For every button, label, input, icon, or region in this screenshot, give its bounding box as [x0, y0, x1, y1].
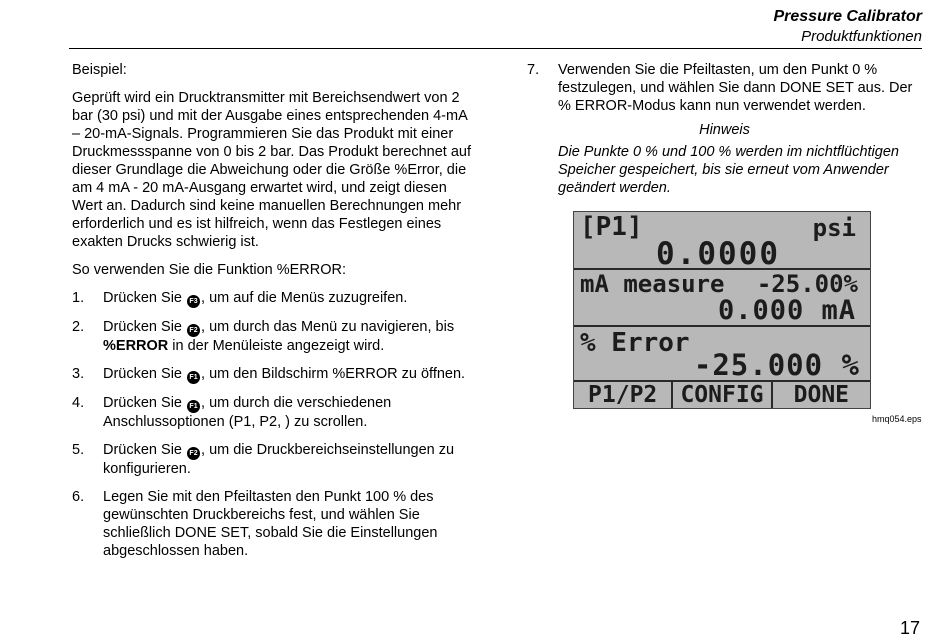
step-number: 7. — [527, 62, 540, 78]
step-text: Verwenden Sie die Pfeiltasten, um den Punkt 0 % festzulegen, und wählen Sie dann DONE SET aus. Der % ERROR-Modus kann nun verwendet werden. — [558, 62, 913, 114]
step-item — [72, 365, 472, 384]
step-number: 3. — [72, 366, 85, 382]
step-pre: Drücken Sie — [103, 442, 182, 458]
step-post2: in der Menüleiste angezeigt wird. — [172, 338, 385, 354]
step-item — [72, 441, 472, 478]
lcd-error-value: -25.000 % — [693, 348, 860, 382]
lcd-unit: psi — [812, 214, 856, 242]
f1-key-icon: F1 — [187, 371, 200, 384]
note-text: Die Punkte 0 % und 100 % werden im nichtflüchtigen Speicher gespeichert, bis sie erneut vom Anwender geändert werden. — [558, 144, 899, 196]
step-number: 6. — [72, 489, 85, 505]
lcd-row-error — [574, 326, 870, 382]
header-title: Pressure Calibrator — [773, 8, 922, 25]
example-paragraph: Geprüft wird ein Drucktransmitter mit Bereichsendwert von 2 bar (30 psi) und mit der Ausgabe eines entsprechenden 4-mA – 20-mA-Signals. Programmieren Sie das Produkt mit einer Druckmessspanne von 0 bis 2 bar. Das Produkt berechnet auf dieser Grundlage die Abweichung oder die Größe %Error, die am 4 mA - 20 mA-Ausgang erwartet wird, und zeigt diesen Wert an. Dadurch sind keine manuellen Berechnungen mehr erforderlich und es ist hilfreich, wenn das Festlegen eines exakten Drucks schwierig ist. — [72, 90, 471, 250]
step-post: , um die Druckbereichseinstellungen zu konfigurieren. — [103, 442, 455, 477]
step-number: 5. — [72, 442, 85, 458]
example-label: Beispiel: — [72, 62, 127, 78]
step-pre: Drücken Sie — [103, 290, 182, 306]
f1-key-icon: F1 — [187, 400, 200, 413]
softkey-config[interactable]: CONFIG — [673, 382, 772, 408]
note-title: Hinweis — [699, 122, 750, 138]
step-item — [72, 394, 472, 431]
lcd-pressure-value: 0.0000 — [656, 236, 780, 272]
left-column — [72, 61, 472, 570]
page-number: 17 — [899, 618, 920, 638]
step-number: 2. — [72, 319, 85, 335]
step-item — [72, 488, 472, 560]
lcd-ma-label: mA measure — [580, 270, 725, 298]
header-rule — [69, 48, 922, 49]
step-text: Legen Sie mit den Pfeiltasten den Punkt 100 % des gewünschten Druckbereichs fest, und wählen Sie schließlich DONE SET, sobald Sie die Einstellungen abgeschlossen haben. — [103, 489, 438, 559]
header-subtitle: Produktfunktionen — [801, 28, 922, 45]
step-number: 1. — [72, 290, 85, 306]
step-bold: %ERROR — [103, 338, 169, 354]
f3-key-icon: F3 — [187, 295, 200, 308]
softkey-p1-p2[interactable]: P1/P2 — [574, 382, 673, 408]
softkey-done[interactable]: DONE — [793, 382, 850, 408]
step-item — [72, 318, 472, 355]
lcd-softkey-bar — [574, 382, 870, 408]
figure-caption: hmq054.eps — [872, 414, 922, 424]
step-post: , um durch die verschiedenen Anschlussoptionen (P1, P2, ) zu scrollen. — [103, 395, 392, 430]
step-post: , um durch das Menü zu navigieren, bis — [201, 319, 455, 335]
howto-line: So verwenden Sie die Funktion %ERROR: — [72, 262, 347, 278]
step-pre: Drücken Sie — [103, 395, 182, 411]
lcd-ma-value: 0.000 mA — [717, 295, 856, 326]
lcd-display — [573, 211, 871, 409]
step-post: , um den Bildschirm %ERROR zu öffnen. — [201, 366, 466, 382]
lcd-error-label: % Error — [580, 328, 690, 358]
lcd-ma-error-pct: -25.00% — [756, 270, 858, 298]
step-number: 4. — [72, 395, 85, 411]
lcd-port: [P1] — [580, 212, 643, 242]
step-item — [72, 289, 472, 308]
f2-key-icon: F2 — [187, 324, 200, 337]
lcd-row-ma — [574, 269, 870, 327]
lcd-row-pressure — [574, 212, 870, 270]
f2-key-icon: F2 — [187, 447, 200, 460]
right-column — [527, 61, 922, 197]
step-pre: Drücken Sie — [103, 366, 182, 382]
step-item — [527, 61, 922, 115]
step-post: , um auf die Menüs zuzugreifen. — [201, 290, 408, 306]
step-pre: Drücken Sie — [103, 319, 182, 335]
